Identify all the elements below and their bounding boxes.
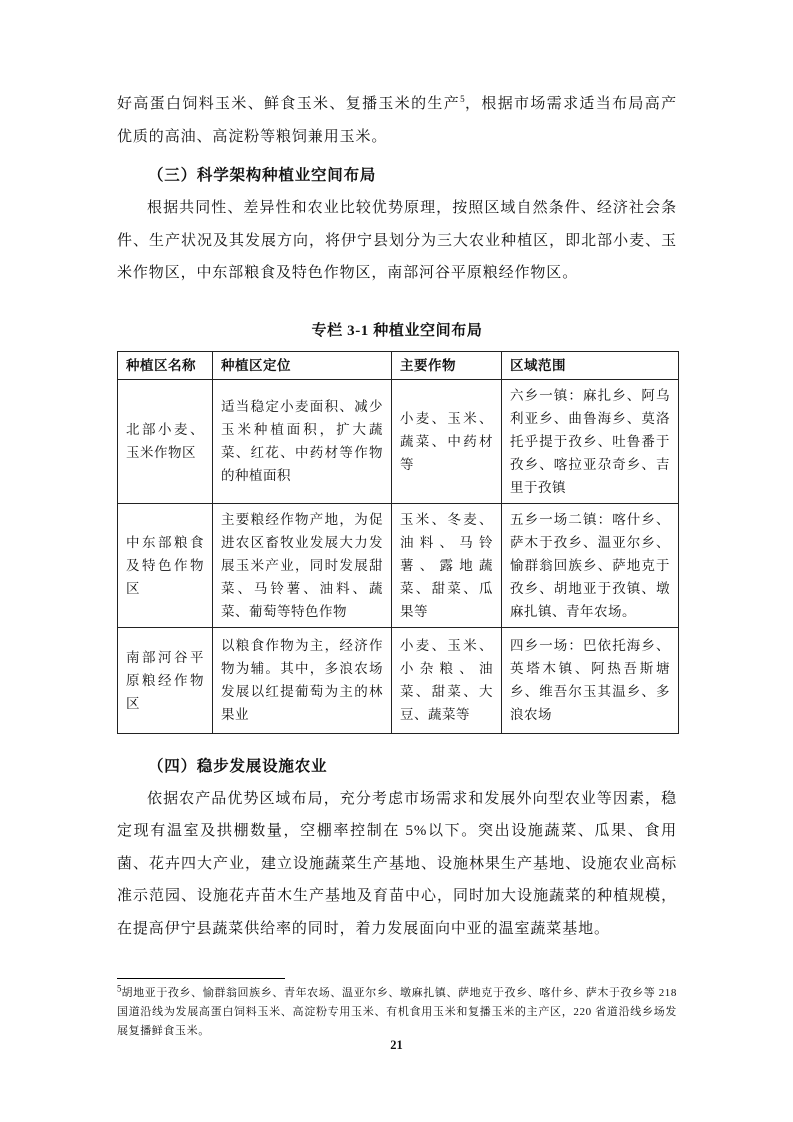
cell-area-scope: 五乡一场二镇：喀什乡、萨木于孜乡、温亚尔乡、愉群翁回族乡、萨地克于孜乡、胡地亚于孜镇、墩麻扎镇、青年农场。 — [502, 503, 679, 627]
table-header-row — [118, 351, 679, 379]
page-number: 21 — [390, 1038, 403, 1052]
table-title: 专栏 3-1 种植业空间布局 — [311, 322, 483, 339]
section-heading-4: （四）稳步发展设施农业 — [148, 757, 328, 775]
cell-positioning: 以粮食作物为主，经济作物为辅。其中，多浪农场发展以红提葡萄为主的林果业 — [213, 627, 392, 733]
cell-positioning: 适当稳定小麦面积、减少玉米种植面积，扩大蔬菜、红花、中药材等作物的种植面积 — [213, 379, 392, 503]
cell-area-scope: 四乡一场：巴依托海乡、英塔木镇、阿热吾斯塘乡、维吾尔玉其温乡、多浪农场 — [502, 627, 679, 733]
cell-main-crops: 小麦、玉米、小杂粮、油菜、甜菜、大豆、蔬菜等 — [392, 627, 502, 733]
paragraph-text: ，根据市场需求适当布局高产优质的高油、高淀粉等粮饲兼用玉米。 — [117, 96, 678, 145]
paragraph-text: 好高蛋白饲料玉米、鲜食玉米、复播玉米的生产 — [117, 96, 461, 112]
planting-zones-table — [117, 351, 679, 734]
column-header-zone-name: 种植区名称 — [118, 351, 213, 379]
cell-zone-name: 北部小麦、玉米作物区 — [118, 379, 213, 503]
column-header-main-crops: 主要作物 — [392, 351, 502, 379]
cell-main-crops: 小麦、玉米、蔬菜、中药材等 — [392, 379, 502, 503]
paragraph-section-4: 依据农产品优势区域布局，充分考虑市场需求和发展外向型农业等因素，稳定现有温室及拱棚数量，空棚率控制在 5%以下。突出设施蔬菜、瓜果、食用菌、花卉四大产业，建立设施蔬菜生产基地、设施林果生产基地、设施农业高标准示范园、设施花卉苗木生产基地及育苗中心，同时加大设施蔬菜的种植规模，在提高伊宁县蔬菜供给率的同时，着力发展面向中亚的温室蔬菜基地。 — [117, 790, 677, 937]
footnote-reference-mark: 5 — [117, 983, 122, 994]
footnote-text — [117, 984, 677, 1041]
footnote-separator — [117, 978, 285, 979]
section-heading-3: （三）科学架构种植业空间布局 — [148, 167, 377, 184]
paragraph-corn-production — [117, 88, 677, 153]
table-row — [118, 379, 679, 503]
page-content — [117, 88, 677, 1041]
column-header-area-scope: 区域范围 — [502, 351, 679, 379]
table-row — [118, 503, 679, 627]
footnote-body: 胡地亚于孜乡、愉群翁回族乡、青年农场、温亚尔乡、墩麻扎镇、萨地克于孜乡、喀什乡、萨木于孜乡等 218 国道沿线为发展高蛋白饲料玉米、高淀粉专用玉米、有机食用玉米和复播玉米的主产区，220 省道沿线乡场发展复播鲜食玉米。 — [117, 987, 677, 1037]
cell-area-scope: 六乡一镇：麻扎乡、阿乌利亚乡、曲鲁海乡、莫洛托乎提于孜乡、吐鲁番于孜乡、喀拉亚尕奇乡、吉里于孜镇 — [502, 379, 679, 503]
column-header-positioning: 种植区定位 — [213, 351, 392, 379]
cell-zone-name: 南部河谷平原粮经作物区 — [118, 627, 213, 733]
paragraph-section-3: 根据共同性、差异性和农业比较优势原理，按照区域自然条件、经济社会条件、生产状况及其发展方向，将伊宁县划分为三大农业种植区，即北部小麦、玉米作物区，中东部粮食及特色作物区，南部河谷平原粮经作物区。 — [117, 200, 677, 281]
table-row — [118, 627, 679, 733]
cell-zone-name: 中东部粮食及特色作物区 — [118, 503, 213, 627]
cell-main-crops: 玉米、冬麦、油料、马铃薯、露地蔬菜、甜菜、瓜果等 — [392, 503, 502, 627]
footnote-reference-mark: 5 — [460, 94, 465, 104]
cell-positioning: 主要粮经作物产地，为促进农区畜牧业发展大力发展玉米产业，同时发展甜菜、马铃薯、油料、蔬菜、葡萄等特色作物 — [213, 503, 392, 627]
